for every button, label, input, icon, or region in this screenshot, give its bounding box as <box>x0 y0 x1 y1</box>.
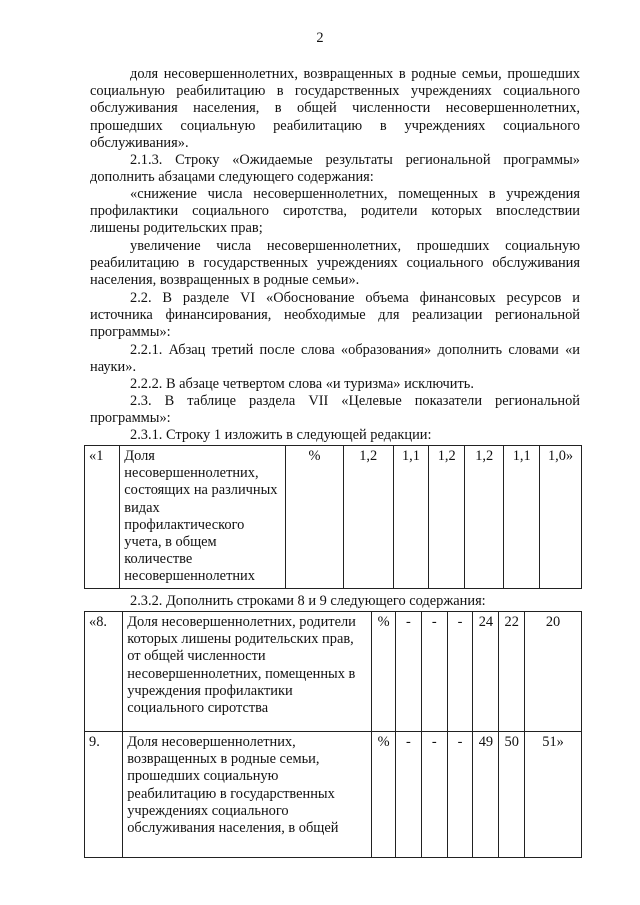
paragraph-2-3-2 <box>90 593 580 610</box>
unit: % <box>372 612 396 732</box>
table-row <box>85 446 582 589</box>
table-rows-8-9 <box>84 611 582 858</box>
value-cell: 1,2 <box>465 446 504 589</box>
value-cell: 1,2 <box>429 446 465 589</box>
paragraph-reduction <box>90 186 580 238</box>
row-number: 9. <box>85 732 123 858</box>
paragraph-text: 2.2.1. Абзац третий после слова «образования» дополнить словами «и науки». <box>90 342 580 376</box>
page-number: 2 <box>316 30 324 46</box>
value-cell: - <box>395 612 421 732</box>
value-cell: - <box>421 732 447 858</box>
indicator-name: Доля несовершеннолетних, родители которых лишены родительских прав, от общей численности несовершеннолетних, помещенных в учреждения профилактики социального сиротства <box>123 612 372 732</box>
paragraph-2-2 <box>90 290 580 342</box>
value-cell: - <box>447 732 473 858</box>
row-number: «8. <box>85 612 123 732</box>
value-cell: 20 <box>525 612 582 732</box>
paragraph-text: 2.1.3. Строку «Ожидаемые результаты региональной программы» дополнить абзацами следующего содержания: <box>90 152 580 186</box>
unit: % <box>286 446 344 589</box>
value-cell: - <box>447 612 473 732</box>
paragraph-text: «снижение числа несовершеннолетних, помещенных в учреждения профилактики социального сиротства, родители которых впоследствии лишены родительских прав; <box>90 186 580 237</box>
value-cell: 22 <box>499 612 525 732</box>
value-cell: 1,0» <box>540 446 582 589</box>
value-cell: 1,2 <box>343 446 393 589</box>
row-number: «1 <box>85 446 120 589</box>
table-row-1 <box>84 445 582 589</box>
value-cell: - <box>395 732 421 858</box>
value-cell: - <box>421 612 447 732</box>
paragraph-2-1-3 <box>90 152 580 186</box>
paragraph-2-3 <box>90 393 580 427</box>
paragraph-text: 2.3.2. Дополнить строками 8 и 9 следующего содержания: <box>130 593 486 609</box>
value-cell: 1,1 <box>393 446 429 589</box>
value-cell: 51» <box>525 732 582 858</box>
indicator-name: Доля несовершеннолетних, состоящих на различных видах профилактического учета, в общем количестве несовершеннолетних <box>120 446 286 589</box>
paragraph-2-2-2 <box>90 376 580 393</box>
paragraph-text: доля несовершеннолетних, возвращенных в родные семьи, прошедших социальную реабилитацию в государственных учреждениях социального обслуживания населения, в общей численности несовершеннолетних, прошедших социальную реабилитацию в учреждениях социального обслуживания». <box>90 66 580 151</box>
unit: % <box>372 732 396 858</box>
paragraph-text: 2.2. В разделе VI «Обоснование объема финансовых ресурсов и источника финансирования, необходимые для реализации региональной программы»: <box>90 290 580 341</box>
paragraph-text: 2.3. В таблице раздела VII «Целевые показатели региональной программы»: <box>90 393 580 427</box>
value-cell: 49 <box>473 732 499 858</box>
paragraph-increase <box>90 238 580 290</box>
value-cell: 1,1 <box>504 446 540 589</box>
paragraph-share-returned <box>90 66 580 152</box>
value-cell: 24 <box>473 612 499 732</box>
indicator-name: Доля несовершеннолетних, возвращенных в родные семьи, прошедших социальную реабилитацию в государственных учреждениях социального обслуживания населения, в общей <box>123 732 372 858</box>
paragraph-text: 2.3.1. Строку 1 изложить в следующей редакции: <box>130 427 432 443</box>
paragraph-2-3-1 <box>90 427 580 444</box>
value-cell: 50 <box>499 732 525 858</box>
paragraph-text: 2.2.2. В абзаце четвертом слова «и туризма» исключить. <box>130 376 474 392</box>
table-row <box>85 612 582 732</box>
paragraph-2-2-1 <box>90 342 580 376</box>
table-row <box>85 732 582 858</box>
paragraph-text: увеличение числа несовершеннолетних, прошедших социальную реабилитацию в государственных учреждениях социального обслуживания населения, возвращенных в родные семьи». <box>90 238 580 289</box>
